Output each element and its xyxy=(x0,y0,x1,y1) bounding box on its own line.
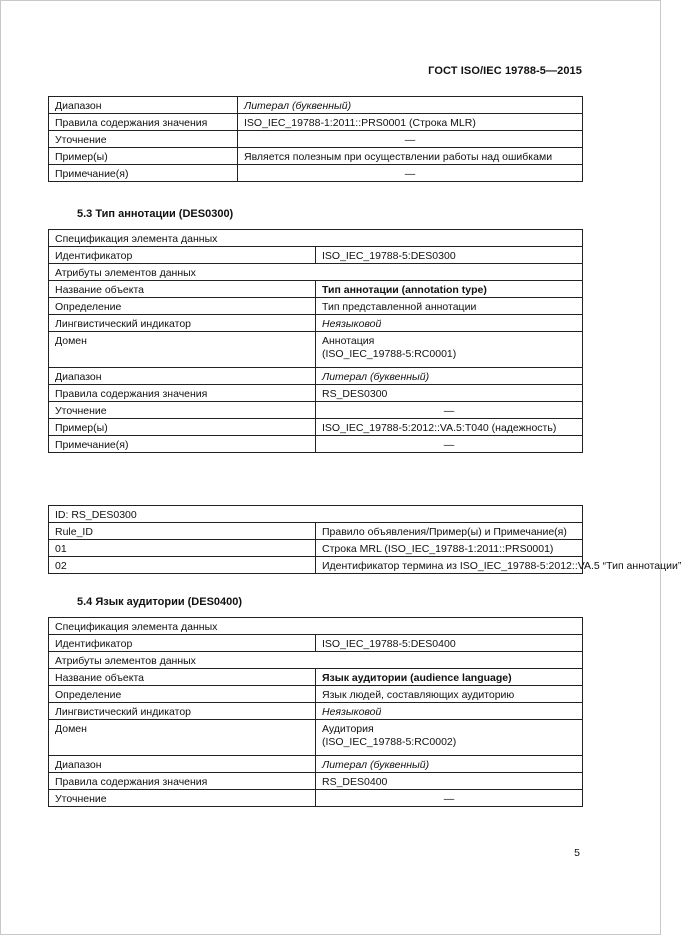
rule-id: 01 xyxy=(49,540,316,557)
page-number: 5 xyxy=(574,847,580,859)
row-label: Диапазон xyxy=(49,97,238,114)
row-value: Неязыковой xyxy=(316,703,583,720)
rs-col2-header: Правило объявления/Пример(ы) и Примечание(я) xyxy=(316,523,583,540)
domain-line-2: (ISO_IEC_19788-5:RC0001) xyxy=(322,348,457,360)
row-label: Лингвистический индикатор xyxy=(49,315,316,332)
table-row xyxy=(49,540,583,557)
table-row xyxy=(49,652,583,669)
row-value: RS_DES0400 xyxy=(316,773,583,790)
identifier-label: Идентификатор xyxy=(49,247,316,264)
table-row xyxy=(49,165,583,182)
row-label: Правила содержания значения xyxy=(49,114,238,131)
row-value: Тип представленной аннотации xyxy=(316,298,583,315)
table-row xyxy=(49,618,583,635)
table-row xyxy=(49,385,583,402)
table-row xyxy=(49,131,583,148)
section-5-3-heading: 5.3 Тип аннотации (DES0300) xyxy=(77,208,234,220)
row-value xyxy=(316,720,583,756)
row-label: Название объекта xyxy=(49,669,316,686)
table-row xyxy=(49,669,583,686)
domain-line-1: Аудитория xyxy=(322,723,374,735)
row-value: Литерал (буквенный) xyxy=(316,756,583,773)
table-row xyxy=(49,402,583,419)
table-row xyxy=(49,635,583,652)
rule-text: Идентификатор термина из ISO_IEC_19788-5:2012::VA.5 “Тип аннотации” xyxy=(316,557,583,574)
rule-text: Строка MRL (ISO_IEC_19788-1:2011::PRS0001) xyxy=(316,540,583,557)
row-value: ISO_IEC_19788-1:2011::PRS0001 (Строка MLR) xyxy=(238,114,583,131)
table-row xyxy=(49,148,583,165)
table-row xyxy=(49,686,583,703)
row-label: Пример(ы) xyxy=(49,419,316,436)
row-label: Определение xyxy=(49,298,316,315)
section-5-3-table xyxy=(48,229,583,453)
row-label: Правила содержания значения xyxy=(49,773,316,790)
rs-col1-header: Rule_ID xyxy=(49,523,316,540)
row-value: RS_DES0300 xyxy=(316,385,583,402)
row-value: Язык аудитории (audience language) xyxy=(316,669,583,686)
table-row xyxy=(49,436,583,453)
table-row xyxy=(49,790,583,807)
row-label: Диапазон xyxy=(49,756,316,773)
table-row xyxy=(49,703,583,720)
attributes-title: Атрибуты элементов данных xyxy=(49,652,583,669)
row-value: Литерал (буквенный) xyxy=(238,97,583,114)
identifier-value: ISO_IEC_19788-5:DES0300 xyxy=(316,247,583,264)
row-value: ISO_IEC_19788-5:2012::VA.5:T040 (надежность) xyxy=(316,419,583,436)
spec-title: Спецификация элемента данных xyxy=(49,618,583,635)
table-row xyxy=(49,557,583,574)
identifier-label: Идентификатор xyxy=(49,635,316,652)
row-label: Название объекта xyxy=(49,281,316,298)
table-row xyxy=(49,264,583,281)
table-row xyxy=(49,720,583,756)
row-label: Диапазон xyxy=(49,368,316,385)
row-label: Правила содержания значения xyxy=(49,385,316,402)
row-label: Определение xyxy=(49,686,316,703)
table-row xyxy=(49,332,583,368)
row-value: — xyxy=(316,790,583,807)
table-row xyxy=(49,315,583,332)
row-label: Уточнение xyxy=(49,790,316,807)
row-value: Неязыковой xyxy=(316,315,583,332)
row-value: — xyxy=(316,402,583,419)
row-value: Является полезным при осуществлении работы над ошибками xyxy=(238,148,583,165)
table-row xyxy=(49,773,583,790)
row-label: Уточнение xyxy=(49,402,316,419)
table-row xyxy=(49,419,583,436)
row-label: Домен xyxy=(49,720,316,756)
attributes-title: Атрибуты элементов данных xyxy=(49,264,583,281)
table-row xyxy=(49,523,583,540)
document-title: ГОСТ ISO/IEC 19788-5—2015 xyxy=(428,65,582,77)
table-row xyxy=(49,247,583,264)
identifier-value: ISO_IEC_19788-5:DES0400 xyxy=(316,635,583,652)
table-row xyxy=(49,281,583,298)
spec-title: Спецификация элемента данных xyxy=(49,230,583,247)
domain-line-1: Аннотация xyxy=(322,335,375,347)
row-value: — xyxy=(238,165,583,182)
row-value xyxy=(316,332,583,368)
row-label: Уточнение xyxy=(49,131,238,148)
row-label: Примечание(я) xyxy=(49,436,316,453)
rs-rules-table xyxy=(48,505,681,574)
row-label: Пример(ы) xyxy=(49,148,238,165)
row-label: Лингвистический индикатор xyxy=(49,703,316,720)
table-row xyxy=(49,298,583,315)
section-5-4-heading: 5.4 Язык аудитории (DES0400) xyxy=(77,596,243,608)
table-row xyxy=(49,368,583,385)
continuation-table xyxy=(48,96,583,182)
section-5-4-table xyxy=(48,617,583,807)
table-row xyxy=(49,97,583,114)
row-value: Язык людей, составляющих аудиторию xyxy=(316,686,583,703)
rs-id-title: ID: RS_DES0300 xyxy=(49,506,583,523)
table-row xyxy=(49,506,583,523)
row-label: Домен xyxy=(49,332,316,368)
table-row xyxy=(49,230,583,247)
row-value: — xyxy=(238,131,583,148)
domain-line-2: (ISO_IEC_19788-5:RC0002) xyxy=(322,736,457,748)
table-row xyxy=(49,756,583,773)
row-value: Литерал (буквенный) xyxy=(316,368,583,385)
row-value: Тип аннотации (annotation type) xyxy=(316,281,583,298)
table-row xyxy=(49,114,583,131)
row-value: — xyxy=(316,436,583,453)
rule-id: 02 xyxy=(49,557,316,574)
row-label: Примечание(я) xyxy=(49,165,238,182)
